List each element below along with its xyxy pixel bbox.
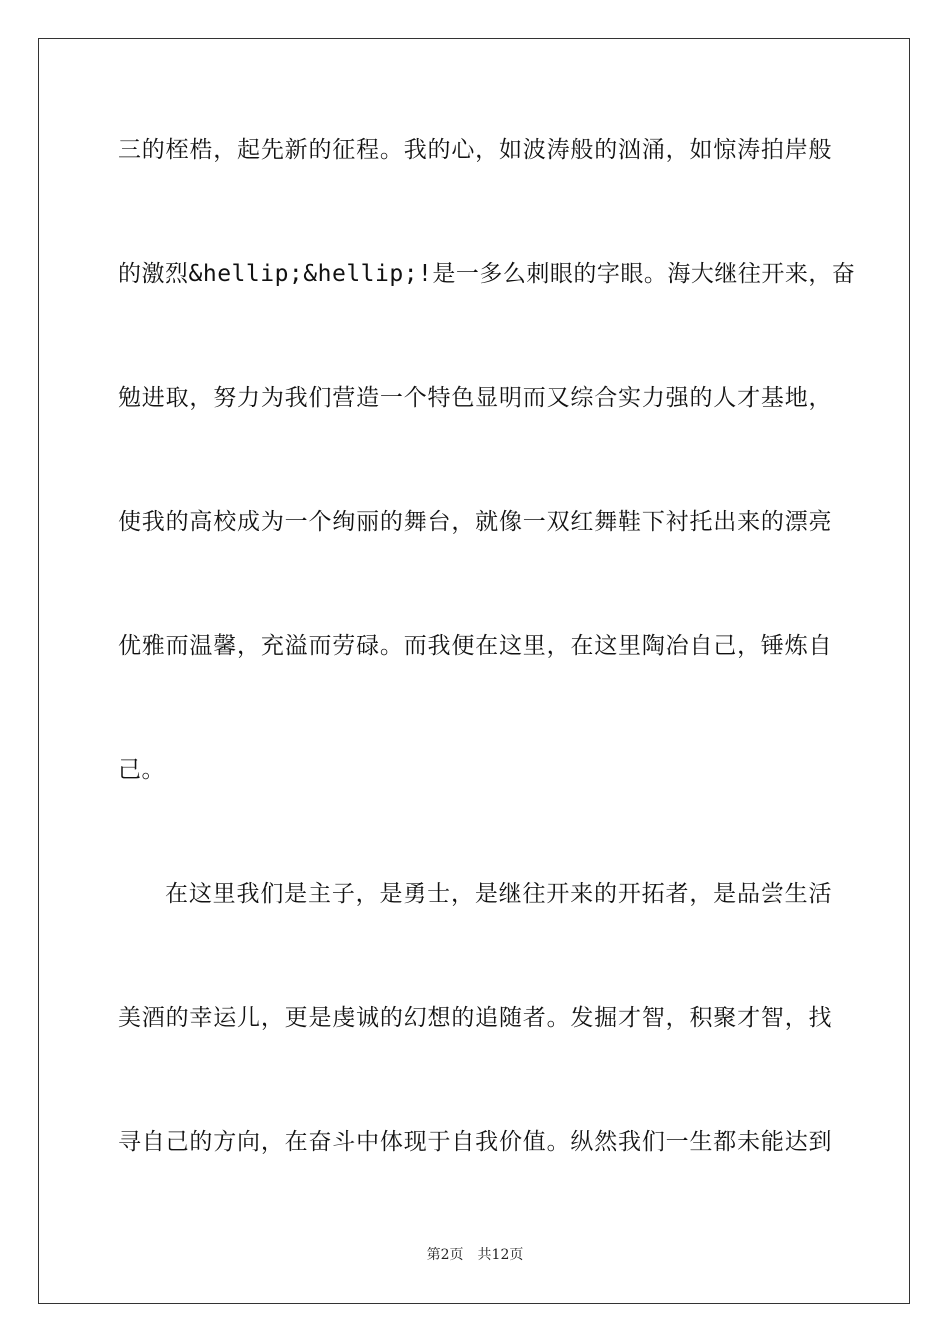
document-body	[118, 128, 856, 1244]
text-line: 寻自己的方向，在奋斗中体现于自我价值。纵然我们一生都未能达到	[118, 1129, 832, 1155]
text-line: 己。	[118, 757, 165, 783]
page-total: 共12页	[477, 1247, 524, 1263]
text-line: 使我的高校成为一个绚丽的舞台，就像一双红舞鞋下衬托出来的漂亮	[118, 509, 832, 535]
page-number: 第2页	[426, 1247, 464, 1263]
text-line: 三的桎梏，起先新的征程。我的心，如波涛般的汹涌，如惊涛拍岸般	[118, 137, 832, 163]
paragraph-start-line: 在这里我们是主子，是勇士，是继往开来的开拓者，是品尝生活	[165, 881, 832, 907]
text-line: 美酒的幸运儿，更是虔诚的幻想的追随者。发掘才智，积聚才智，找	[118, 1005, 832, 1031]
text-line: 优雅而温馨，充溢而劳碌。而我便在这里，在这里陶冶自己，锤炼自	[118, 633, 832, 659]
text-line: 的激烈&hellip;&hellip;!是一多么刺眼的字眼。海大继往开来，奋	[118, 261, 856, 287]
text-line: 勉进取，努力为我们营造一个特色显明而又综合实力强的人才基地，	[118, 385, 832, 411]
page-footer	[0, 1244, 950, 1264]
